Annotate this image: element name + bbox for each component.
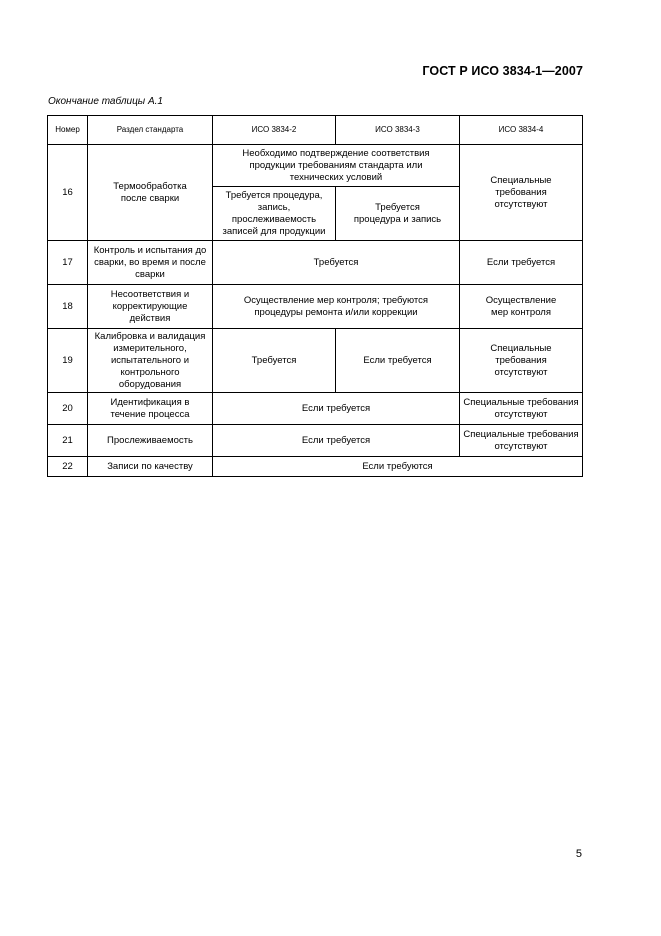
row-iso-4: Специальные требования отсутствуют (460, 145, 583, 241)
row-iso-4: Специальные требования отсутствуют (460, 425, 583, 457)
row-iso-4: Если требуется (460, 241, 583, 285)
header-iso-3834-4: ИСО 3834-4 (460, 116, 583, 145)
row-section: Записи по качеству (88, 457, 213, 477)
row-number: 18 (48, 285, 88, 329)
row-iso-2-3-merged: Если требуется (213, 425, 460, 457)
table-header-row (48, 116, 583, 145)
row-iso-2-3-merged: Необходимо подтверждение соответствия продукции требованиям стандарта или технических условий (213, 145, 460, 187)
table-row-16a (48, 145, 583, 187)
row-iso-4: Осуществление мер контроля (460, 285, 583, 329)
row-iso-2-3-4-merged: Если требуются (213, 457, 583, 477)
row-section: Калибровка и валидация измерительного, испытательного и контрольного оборудования (88, 329, 213, 393)
table-caption: Окончание таблицы А.1 (48, 96, 163, 107)
table-row-21 (48, 425, 583, 457)
row-iso-2: Требуется процедура, запись, прослеживаемость записей для продукции (213, 187, 336, 241)
row-number: 20 (48, 393, 88, 425)
header-section: Раздел стандарта (88, 116, 213, 145)
table-row-18 (48, 285, 583, 329)
row-iso-2-3-merged: Осуществление мер контроля; требуются процедуры ремонта и/или коррекции (213, 285, 460, 329)
table-row-20 (48, 393, 583, 425)
row-number: 17 (48, 241, 88, 285)
table-row-19 (48, 329, 583, 393)
row-iso-2: Требуется (213, 329, 336, 393)
row-number: 22 (48, 457, 88, 477)
row-number: 16 (48, 145, 88, 241)
row-iso-4: Специальные требования отсутствуют (460, 329, 583, 393)
row-iso-4: Специальные требования отсутствуют (460, 393, 583, 425)
row-iso-2-3-merged: Требуется (213, 241, 460, 285)
row-section: Контроль и испытания до сварки, во время и после сварки (88, 241, 213, 285)
table-row-22 (48, 457, 583, 477)
requirements-table (47, 115, 583, 477)
row-number: 19 (48, 329, 88, 393)
row-iso-2-3-merged: Если требуется (213, 393, 460, 425)
header-iso-3834-2: ИСО 3834-2 (213, 116, 336, 145)
row-section: Прослеживаемость (88, 425, 213, 457)
row-iso-3: Требуется процедура и запись (336, 187, 460, 241)
row-section: Идентификация в течение процесса (88, 393, 213, 425)
row-iso-3: Если требуется (336, 329, 460, 393)
page-number: 5 (575, 848, 582, 860)
row-section: Несоответствия и корректирующие действия (88, 285, 213, 329)
table-row-17 (48, 241, 583, 285)
row-number: 21 (48, 425, 88, 457)
row-section: Термообработка после сварки (88, 145, 213, 241)
header-number: Номер (48, 116, 88, 145)
document-code: ГОСТ Р ИСО 3834-1—2007 (422, 64, 583, 78)
header-iso-3834-3: ИСО 3834-3 (336, 116, 460, 145)
